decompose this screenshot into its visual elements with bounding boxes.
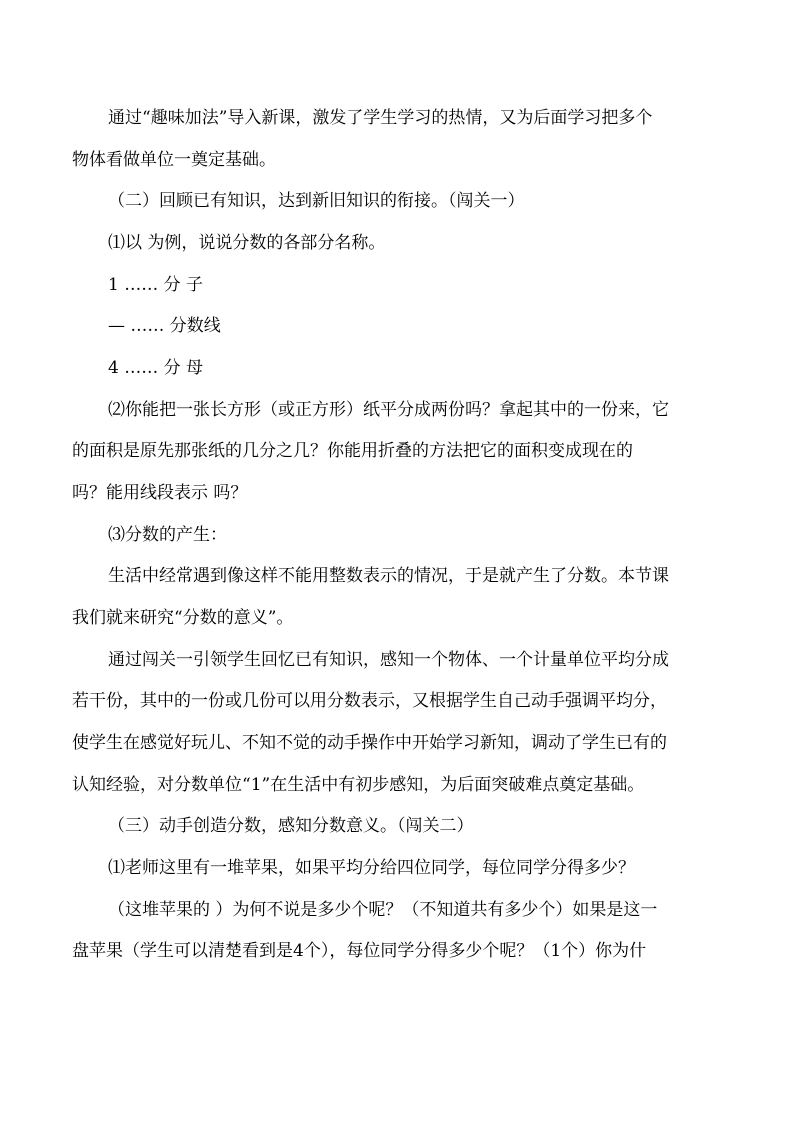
reflection-line-1: 通过闯关一引领学生回忆已有知识，感知一个物体、一个计量单位平均分成 <box>108 650 669 670</box>
apple-question-line-3: 盘苹果（学生可以清楚看到是4个），每位同学分得多少个呢？（1个）你为什 <box>72 941 647 961</box>
paragraph-intro-line-2: 物体看做单位一奠定基础。 <box>72 150 276 170</box>
question-2-line-2: 的面积是原先那张纸的几分之几？你能用折叠的方法把它的面积变成现在的 <box>72 441 633 461</box>
fraction-denominator-label: 4 …… 分 母 <box>108 358 204 378</box>
paragraph-intro-line-1: 通过“趣味加法”导入新课，激发了学生学习的热情，又为后面学习把多个 <box>108 108 653 128</box>
question-2-line-3: 吗？能用线段表示 吗？ <box>72 483 248 503</box>
apple-question-line-2: （这堆苹果的 ）为何不说是多少个呢？（不知道共有多少个）如果是这一 <box>108 900 658 920</box>
reflection-line-4: 认知经验，对分数单位“1”在生活中有初步感知，为后面突破难点奠定基础。 <box>72 775 645 795</box>
fraction-origin-heading: ⑶分数的产生： <box>108 525 227 545</box>
question-2-line-1: ⑵你能把一张长方形（或正方形）纸平分成两份吗？拿起其中的一份来，它 <box>108 400 669 420</box>
reflection-line-2: 若干份，其中的一份或几份可以用分数表示，又根据学生自己动手强调平均分， <box>72 691 667 711</box>
question-1-text: ⑴以 为例，说说分数的各部分名称。 <box>108 233 386 253</box>
fraction-origin-line-1: 生活中经常遇到像这样不能用整数表示的情况，于是就产生了分数。本节课 <box>108 566 669 586</box>
section-heading-2: （二）回顾已有知识，达到新旧知识的衔接。（闯关一） <box>108 191 525 211</box>
fraction-line-label: — …… 分数线 <box>108 316 221 336</box>
fraction-numerator-label: 1 …… 分 子 <box>108 275 204 295</box>
reflection-line-3: 使学生在感觉好玩儿、不知不觉的动手操作中开始学习新知，调动了学生已有的 <box>72 733 667 753</box>
section-heading-3: （三）动手创造分数，感知分数意义。（闯关二） <box>108 816 474 836</box>
apple-question-line-1: ⑴老师这里有一堆苹果，如果平均分给四位同学，每位同学分得多少？ <box>108 858 635 878</box>
fraction-origin-line-2: 我们就来研究“分数的意义”。 <box>72 608 294 628</box>
